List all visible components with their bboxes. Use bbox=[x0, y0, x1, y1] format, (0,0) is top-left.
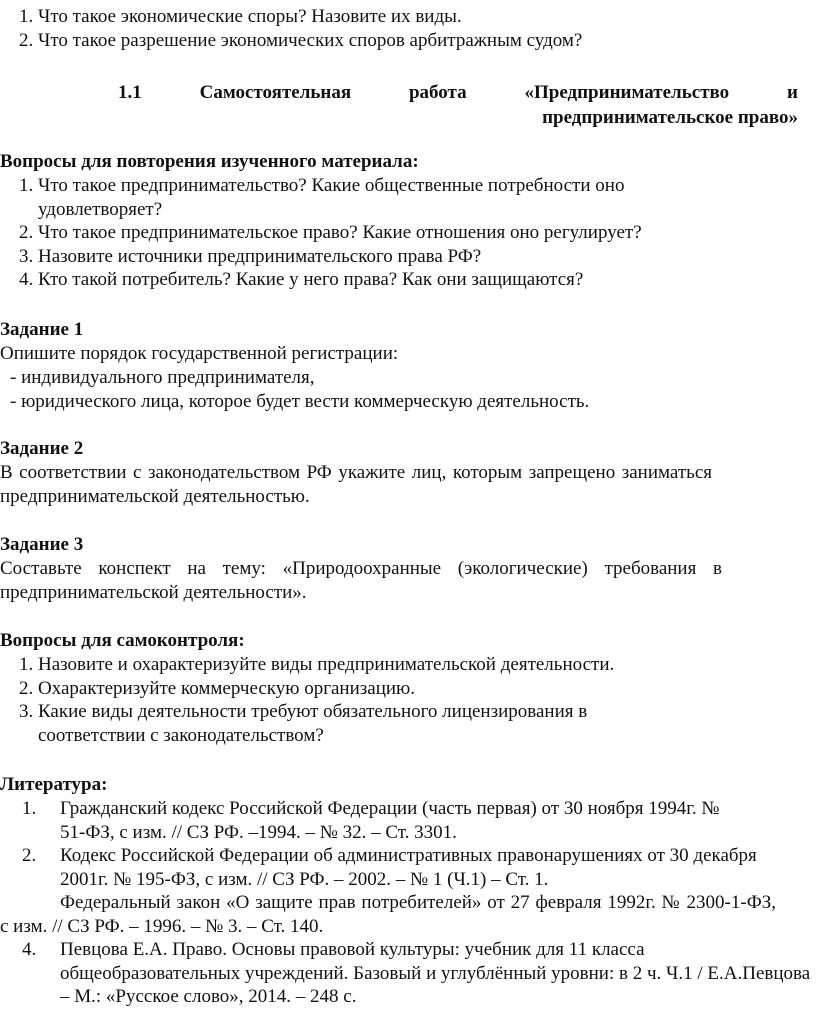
task1-line: - юридического лица, которое будет вести коммерческую деятельность. bbox=[10, 391, 590, 412]
list-item: 4. Кто такой потребитель? Какие у него права? Как они защищаются? bbox=[19, 269, 584, 290]
task1-text: Опишите порядок государственной регистрации: bbox=[0, 343, 399, 364]
list-item: 4. Певцова Е.А. Право. Основы правовой культуры: учебник для 11 класса общеобразовательных учреждений. Базовый и углублённый уровни: в 2 ч. Ч.1 / Е.А.Певцова – М.: «Русское слово», 2014. – 248 с. bbox=[22, 939, 811, 1007]
list-item: 1. Что такое экономические споры? Назовите их виды. bbox=[19, 6, 462, 27]
task3-text: Составьте конспект на тему: «Природоохранные (экологические) требования в предпринимательской деятельности». bbox=[0, 558, 722, 603]
task2-heading: Задание 2 bbox=[0, 438, 84, 459]
list-item: 2. Кодекс Российской Федерации об административных правонарушениях от 30 декабря 2001г. № 195-ФЗ, с изм. // СЗ РФ. – 2002. – № 1 (Ч.1) – Ст. 1. bbox=[22, 845, 757, 890]
task1-line: - индивидуального предпринимателя, bbox=[10, 367, 315, 388]
list-item: 3. Назовите источники предпринимательского права РФ? bbox=[19, 245, 482, 267]
list-item: 3. Какие виды деятельности требуют обязательного лицензирования в соответствии с законодательством? bbox=[19, 701, 588, 746]
section-number: 1.1 bbox=[118, 82, 142, 103]
list-item: 2. Что такое предпринимательское право? Какие отношения оно регулирует? bbox=[19, 222, 642, 243]
task2-text: В соответствии с законодательством РФ укажите лиц, которым запрещено заниматься предпринимательской деятельностью. bbox=[0, 462, 712, 507]
list-item: Федеральный закон «О защите прав потребителей» от 27 февраля 1992г. № 2300-1-ФЗ, с изм. // СЗ РФ. – 1996. – № 3. – Ст. 140. bbox=[0, 892, 776, 937]
task1-heading: Задание 1 bbox=[0, 319, 84, 340]
task3-heading: Задание 3 bbox=[0, 534, 84, 555]
review-heading: Вопросы для повторения изученного материала: bbox=[0, 151, 419, 172]
literature-list bbox=[0, 797, 811, 1009]
list-item: 2. Что такое разрешение экономических споров арбитражным судом? bbox=[19, 29, 583, 51]
section-heading-line2: предпринимательское право» bbox=[542, 107, 798, 128]
literature-heading: Литература: bbox=[0, 774, 108, 795]
selfcheck-list bbox=[0, 653, 660, 747]
list-item: 1. Гражданский кодекс Российской Федерации (часть первая) от 30 ноября 1994г. № 51-ФЗ, с изм. // СЗ РФ. –1994. – № 32. – Ст. 3301. bbox=[22, 798, 720, 843]
selfcheck-heading: Вопросы для самоконтроля: bbox=[0, 630, 245, 651]
list-item: 2. Охарактеризуйте коммерческую организацию. bbox=[19, 677, 415, 699]
section-heading: 1.1 Самостоятельная работа «Предпринимательство и bbox=[118, 82, 798, 103]
review-list bbox=[0, 174, 720, 292]
list-item: 1. Назовите и охарактеризуйте виды предпринимательской деятельности. bbox=[19, 654, 615, 675]
intro-list bbox=[0, 5, 812, 52]
list-item: 1. Что такое предпринимательство? Какие общественные потребности оно удовлетворяет? bbox=[19, 175, 625, 220]
